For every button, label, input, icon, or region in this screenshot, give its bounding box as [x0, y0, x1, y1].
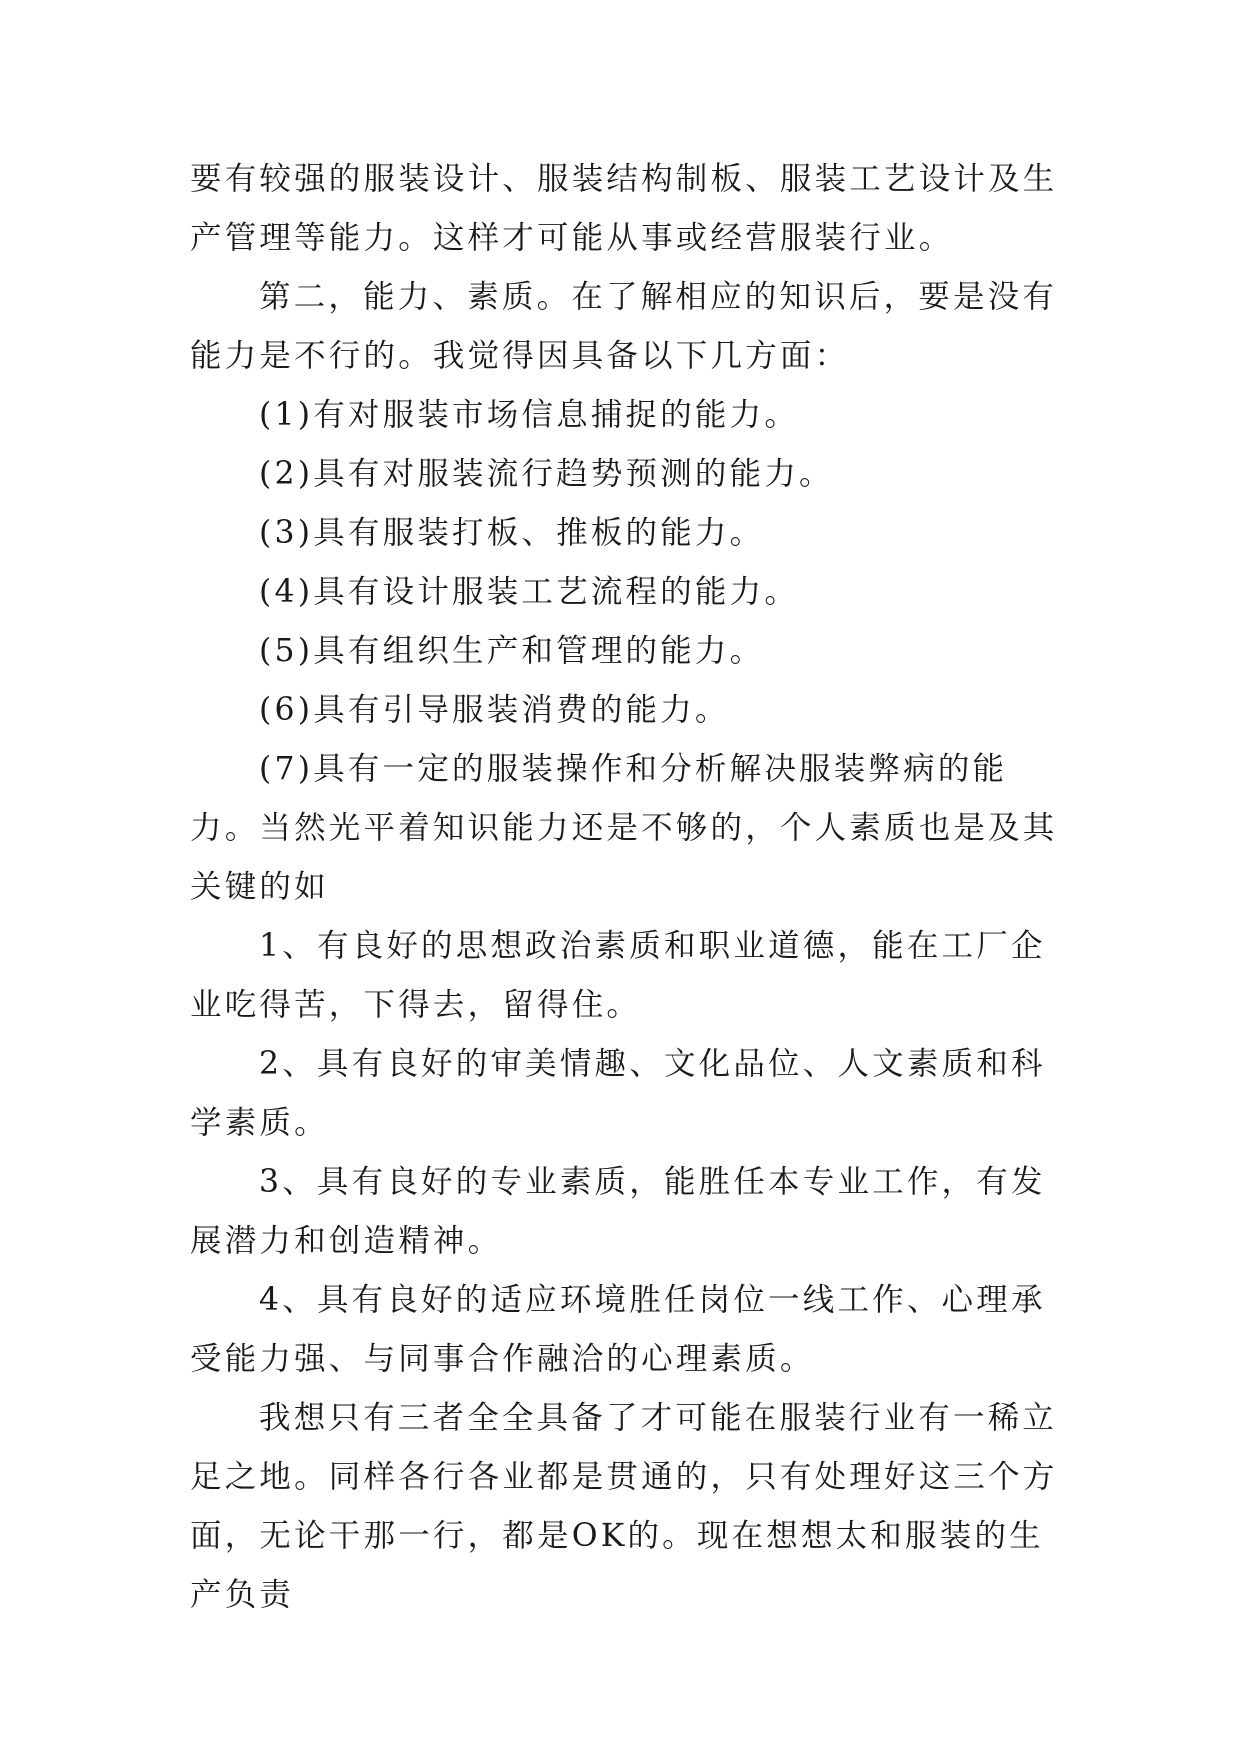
list-item: 4、具有良好的适应环境胜任岗位一线工作、心理承受能力强、与同事合作融洽的心理素质。: [190, 1282, 1046, 1377]
document-body: [190, 150, 1060, 1625]
list-item: (1)有对服装市场信息捕捉的能力。: [259, 397, 800, 433]
list-item: (4)具有设计服装工艺流程的能力。: [259, 574, 800, 610]
list-item: 1、有良好的思想政治素质和职业道德，能在工厂企业吃得苦，下得去，留得住。: [190, 928, 1046, 1023]
list-item: (5)具有组织生产和管理的能力。: [259, 633, 765, 669]
list-item: (3)具有服装打板、推板的能力。: [259, 515, 765, 551]
paragraph: 要有较强的服装设计、服装结构制板、服装工艺设计及生产管理等能力。这样才可能从事或经营服装行业。: [190, 161, 1058, 256]
list-item: 3、具有良好的专业素质，能胜任本专业工作，有发展潜力和创造精神。: [190, 1164, 1046, 1259]
list-item: (2)具有对服装流行趋势预测的能力。: [259, 456, 834, 492]
list-item: 2、具有良好的审美情趣、文化品位、人文素质和科学素质。: [190, 1046, 1046, 1141]
paragraph: 我想只有三者全全具备了才可能在服装行业有一稀立足之地。同样各行各业都是贯通的，只有处理好这三个方面，无论干那一行，都是OK的。现在想想太和服装的生产负责: [190, 1400, 1058, 1613]
list-item: (7)具有一定的服装操作和分析解决服装弊病的能力。当然光平着知识能力还是不够的，个人素质也是及其关键的如: [190, 751, 1058, 905]
list-item: (6)具有引导服装消费的能力。: [259, 692, 730, 728]
paragraph: 第二，能力、素质。在了解相应的知识后，要是没有能力是不行的。我觉得因具备以下几方面：: [190, 279, 1058, 374]
